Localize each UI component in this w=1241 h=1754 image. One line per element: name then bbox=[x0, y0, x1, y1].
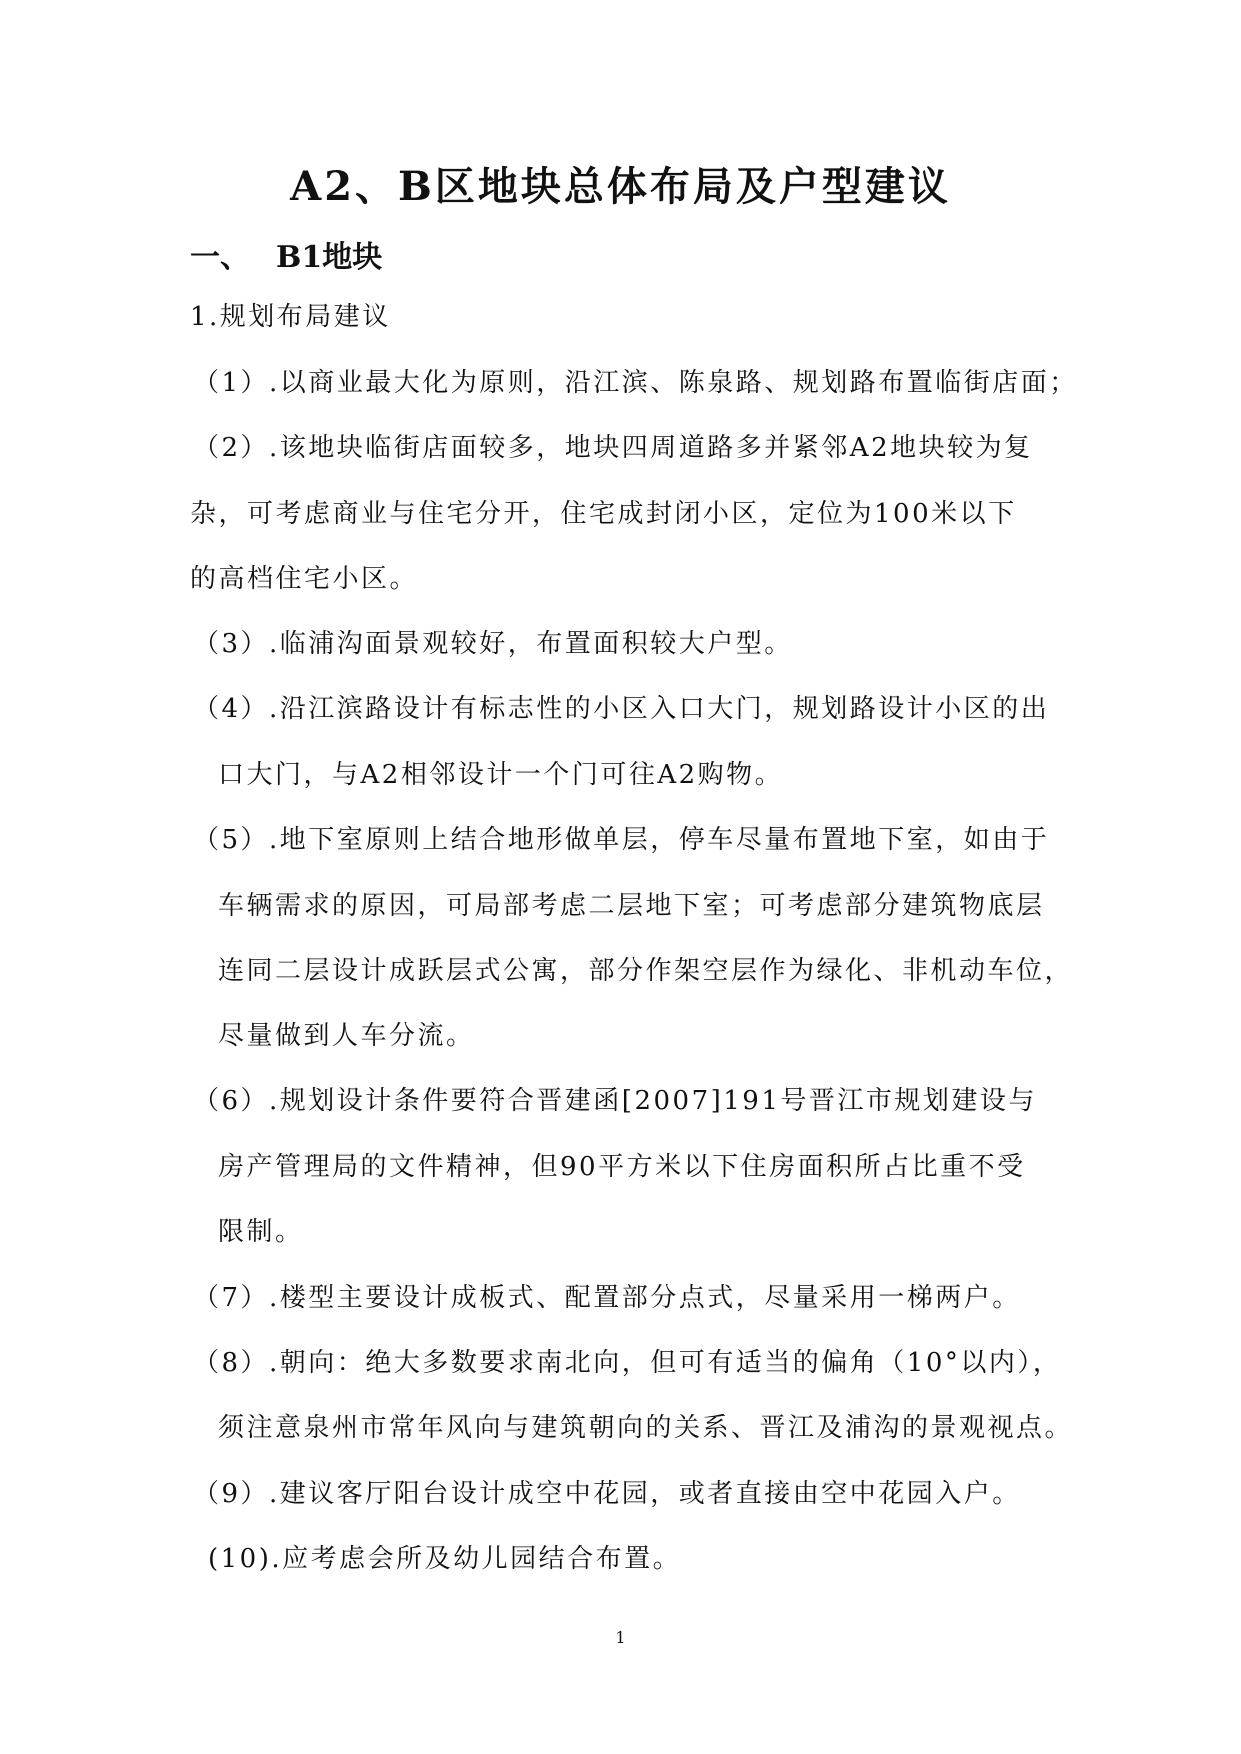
paragraph-line: （7）.楼型主要设计成板式、配置部分点式，尽量采用一梯两户。 bbox=[193, 1283, 1021, 1313]
paragraph-line: （2）.该地块临街店面较多，地块四周道路多并紧邻A2地块较为复 bbox=[193, 433, 1033, 463]
paragraph-line: （3）.临浦沟面景观较好，布置面积较大户型。 bbox=[193, 629, 793, 659]
paragraph-line: (10).应考虑会所及幼儿园结合布置。 bbox=[208, 1544, 682, 1574]
paragraph-line: （4）.沿江滨路设计有标志性的小区入口大门，规划路设计小区的出 bbox=[193, 694, 1050, 724]
paragraph-line: （9）.建议客厅阳台设计成空中花园，或者直接由空中花园入户。 bbox=[193, 1479, 1021, 1509]
section-number: 一、 bbox=[190, 240, 250, 275]
paragraph-line: 须注意泉州市常年风向与建筑朝向的关系、晋江及浦沟的景观视点。 bbox=[218, 1413, 1074, 1443]
paragraph-line: （1）.以商业最大化为原则，沿江滨、陈泉路、规划路布置临街店面； bbox=[193, 368, 1078, 398]
paragraph-line: （6）.规划设计条件要符合晋建函[2007]191号晋江市规划建设与 bbox=[193, 1086, 1037, 1116]
section-title: B1地块 bbox=[276, 240, 383, 275]
paragraph-line: 车辆需求的原因，可局部考虑二层地下室；可考虑部分建筑物底层 bbox=[218, 891, 1045, 921]
paragraph-line: 尽量做到人车分流。 bbox=[218, 1021, 475, 1051]
paragraph-line: 连同二层设计成跃层式公寓，部分作架空层作为绿化、非机动车位， bbox=[218, 956, 1074, 986]
section-heading bbox=[190, 232, 382, 276]
page-number: 1 bbox=[615, 1628, 626, 1647]
paragraph-line: 口大门，与A2相邻设计一个门可往A2购物。 bbox=[218, 760, 784, 790]
paragraph-line: 杂，可考虑商业与住宅分开，住宅成封闭小区，定位为100米以下 bbox=[190, 499, 1017, 529]
paragraph-line: 房产管理局的文件精神，但90平方米以下住房面积所占比重不受 bbox=[218, 1152, 1026, 1182]
paragraph-line: （5）.地下室原则上结合地形做单层，停车尽量布置地下室，如由于 bbox=[193, 825, 1050, 855]
paragraph-line: 的高档住宅小区。 bbox=[190, 564, 419, 594]
subheading-planning: 1.规划布局建议 bbox=[190, 302, 391, 332]
paragraph-line: （8）.朝向：绝大多数要求南北向，但可有适当的偏角（10°以内）， bbox=[193, 1348, 1062, 1378]
document-title: A2、B区地块总体布局及户型建议 bbox=[290, 163, 951, 210]
paragraph-line: 限制。 bbox=[218, 1217, 304, 1247]
